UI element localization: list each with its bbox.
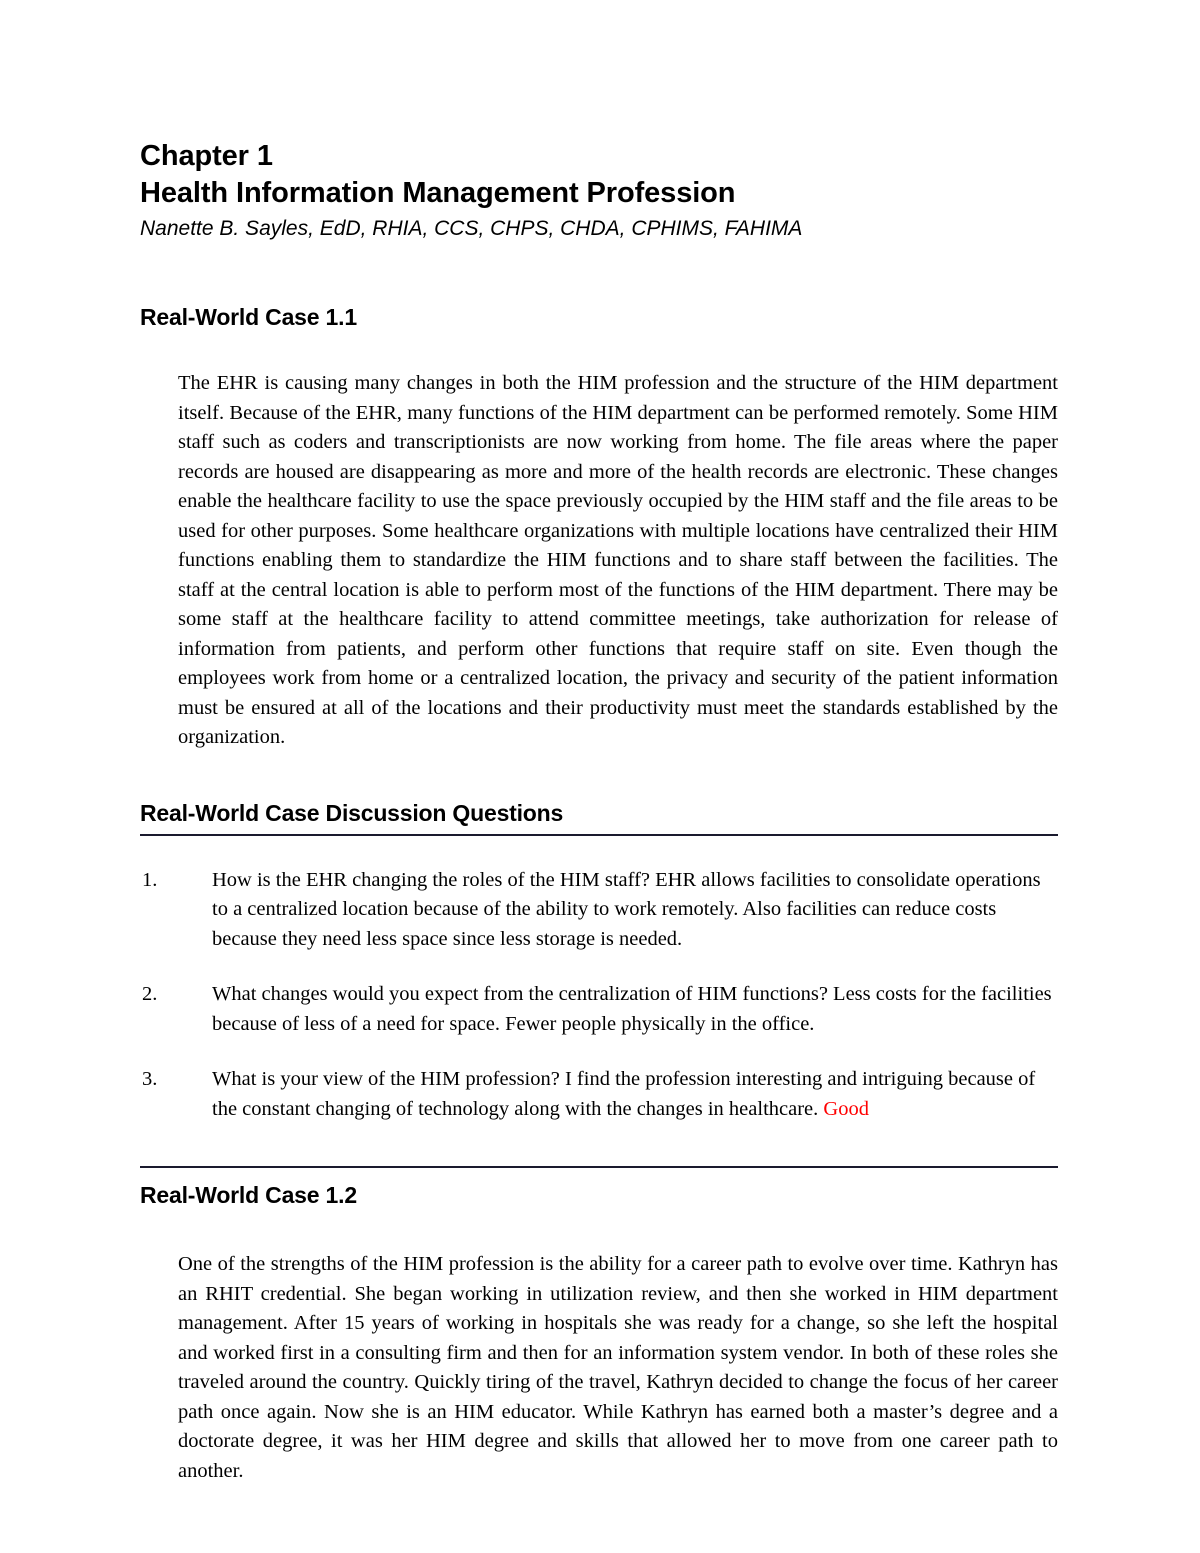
author-byline: Nanette B. Sayles, EdD, RHIA, CCS, CHPS, CHDA, CPHIMS, FAHIMA [140,217,803,240]
list-item [140,980,1058,1039]
question-number: 3. [142,1068,158,1090]
heading-real-world-case-1-2: Real-World Case 1.2 [140,1166,1058,1210]
question-text: What is your view of the HIM profession? I find the profession interesting and intriguing because of the constant changing of technology along with the changes in healthcare. [212,1068,1036,1120]
discussion-question-list [140,866,1058,1125]
page-subtitle: Health Information Management Profession [140,177,736,209]
case-1-2-body-paragraph: One of the strengths of the HIM profession is the ability for a career path to evolve over time. Kathryn has an RHIT credential. She began working in utilization review, and then she worked in HIM department management. After 15 years of working in hospitals she was ready for a change, so she left the hospital and worked first in a consulting firm and then for an information system vendor. In both of these roles she traveled around the country. Quickly tiring of the travel, Kathryn decided to change the focus of her career path once again. Now she is an HIM educator. While Kathryn has earned both a master’s degree and a doctorate degree, it was her HIM degree and skills that allowed her to move from one career path to another. [178,1253,1058,1482]
heading-real-world-case-1-1: Real-World Case 1.1 [140,304,357,330]
heading-discussion-questions: Real-World Case Discussion Questions [140,798,1058,836]
document-content [140,138,1058,1486]
instructor-note: Good [823,1097,869,1120]
page-title: Chapter 1 [140,140,273,172]
case-1-1-body-paragraph: The EHR is causing many changes in both the HIM profession and the structure of the HIM department itself. Because of the EHR, many functions of the HIM department can be performed remotely. Some HIM staff such as coders and transcriptionists are now working from home. The file areas where the paper records are housed are disappearing as more and more of the health records are electronic. These changes enable the healthcare facility to use the space previously occupied by the HIM staff and the file areas to be used for other purposes. Some healthcare organizations with multiple locations have centralized their HIM functions enabling them to standardize the HIM functions and to share staff between the facilities. The staff at the central location is able to perform most of the functions of the HIM department. There may be some staff at the healthcare facility to attend committee meetings, take authorization for release of information from patients, and perform other functions that require staff on site. Even though the employees work from home or a centralized location, the privacy and security of the patient information must be ensured at all of the locations and their productivity must meet the standards established by the organization. [178,372,1058,748]
question-number: 1. [142,868,158,891]
question-text: How is the EHR changing the roles of the HIM staff? EHR allows facilities to consolidate operations to a centralized location because of the ability to work remotely. Also facilities can reduce costs because they need less space since less storage is needed. [212,868,1041,950]
question-text: What changes would you expect from the centralization of HIM functions? Less costs for the facilities because of less of a need for space. Fewer people physically in the office. [212,983,1052,1035]
question-number: 2. [142,983,158,1005]
list-item [140,1065,1058,1124]
list-item [140,866,1058,955]
